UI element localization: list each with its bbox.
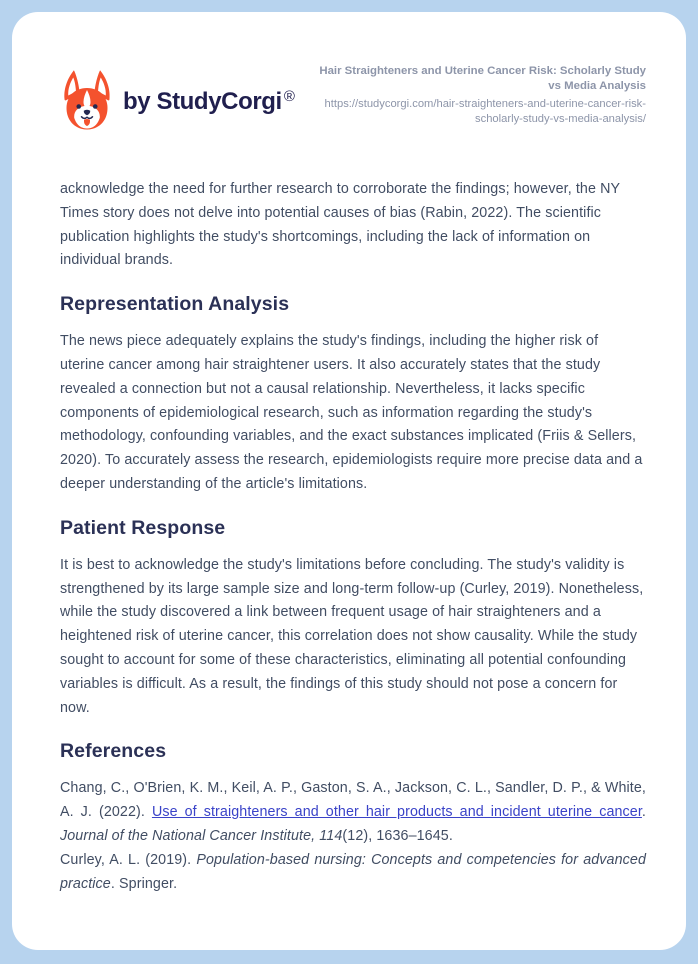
reference-issue-pages: (12), 1636–1645. bbox=[342, 827, 453, 844]
section-heading-representation-analysis: Representation Analysis bbox=[60, 293, 290, 316]
reference-authors: Chang, C., O'Brien, K. M., Keil, A. P., Gaston, S. A., Jackson, C. L., Sandler, D. P., & White, A. J. (2022). bbox=[60, 780, 646, 821]
brand-name bbox=[123, 88, 295, 116]
article-body bbox=[60, 178, 646, 896]
reference-separator: . bbox=[641, 804, 646, 821]
reference-authors: Curley, A. L. (2019). bbox=[60, 851, 197, 868]
document-url: https://studycorgi.com/hair-straighteners-and-uterine-cancer-risk-scholarly-study-vs-media-analysis/ bbox=[324, 98, 646, 125]
intro-paragraph: acknowledge the need for further research to corroborate the findings; however, the NY Times story does not delve into potential causes of bias (Rabin, 2022). The scientific publication highlights the study's shortcomings, including the lack of information on individual brands. bbox=[60, 181, 620, 269]
corgi-icon bbox=[60, 70, 114, 134]
brand-block bbox=[60, 70, 295, 134]
section-paragraph-patient-response: It is best to acknowledge the study's limitations before concluding. The study's validity is strengthened by its large sample size and long-term follow-up (Curley, 2019). Nonetheless, while the study discovered a link between frequent usage of hair straighteners and a heightened risk of uterine cancer, this correlation does not show causality. While the study sought to account for some of these characteristics, eliminating all potential confounding variables is difficult. As a result, the findings of this study should not pose a concern for now. bbox=[60, 556, 644, 716]
section-heading-references: References bbox=[60, 740, 167, 763]
reference-book-title-italic: Population-based nursing: Concepts and competencies for advanced practice bbox=[60, 851, 646, 892]
brand-name-text: by StudyCorgi bbox=[123, 88, 282, 115]
section-heading-patient-response: Patient Response bbox=[60, 516, 226, 539]
page-header bbox=[60, 62, 646, 134]
reference-entry bbox=[60, 849, 646, 897]
section-paragraph-representation-analysis: The news piece adequately explains the study's findings, including the higher risk of uterine cancer among hair straightener users. It also accurately states that the study revealed a connection but not a causal relationship. Nevertheless, it lacks specific components of epidemiological research, such as information regarding the study's methodology, confounding variables, and the exact substances implicated (Friis & Sellers, 2020). To accurately assess the research, epidemiologists require more precise data and a deeper understanding of the article's limitations. bbox=[60, 333, 643, 492]
document-title: Hair Straighteners and Uterine Cancer Risk: Scholarly Study vs Media Analysis bbox=[319, 65, 646, 92]
document-meta bbox=[306, 62, 646, 127]
reference-journal-italic: Journal of the National Cancer Institute, 114 bbox=[60, 827, 343, 844]
reference-article-link[interactable]: Use of straighteners and other hair products and incident uterine cancer bbox=[151, 804, 642, 821]
registered-trademark-symbol: ® bbox=[283, 88, 295, 105]
document-page-card bbox=[12, 12, 686, 950]
reference-publisher: . Springer. bbox=[110, 875, 178, 892]
reference-entry bbox=[60, 777, 646, 848]
